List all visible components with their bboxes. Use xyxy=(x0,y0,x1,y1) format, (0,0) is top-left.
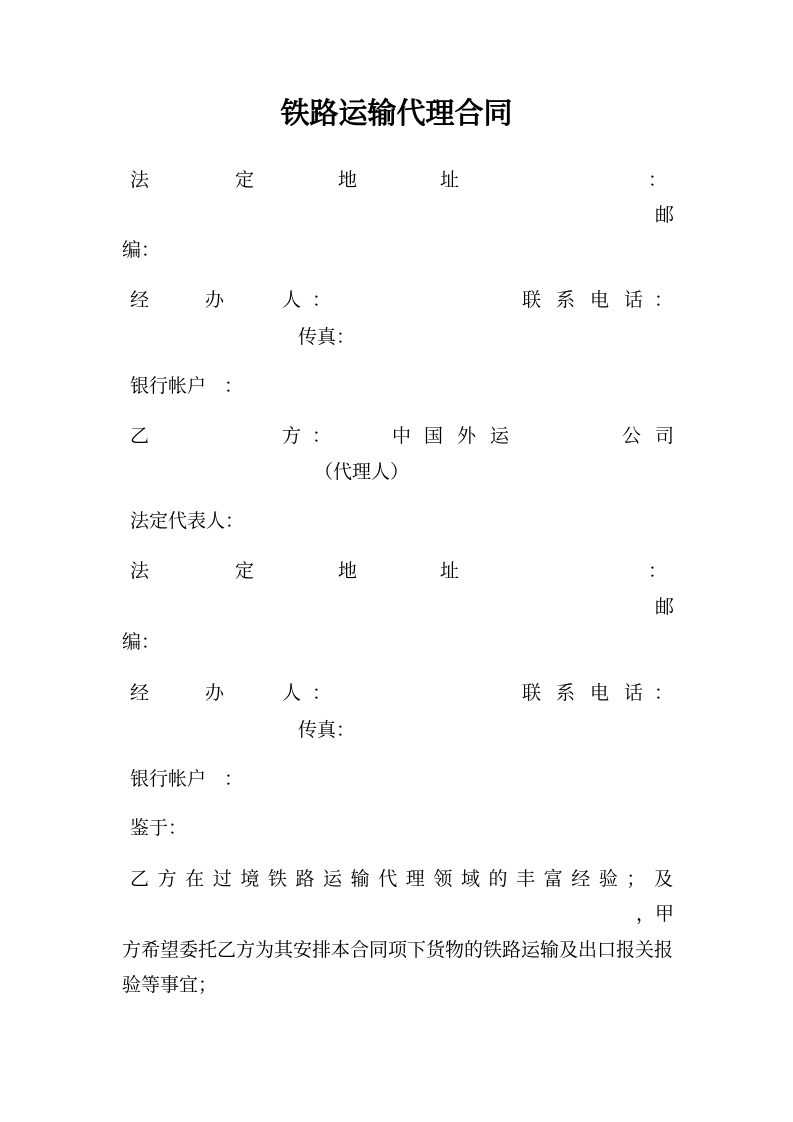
address-label-char: 定 xyxy=(235,560,255,582)
party-b-name-char: 国 xyxy=(424,425,444,447)
justified-char: 输 xyxy=(350,868,370,890)
address-colon: ： xyxy=(648,169,668,191)
recital-clause-2-end: 验等事宜； xyxy=(122,974,218,996)
address-label-char: 地 xyxy=(338,169,358,191)
phone-label-char: 电 xyxy=(590,682,610,704)
party-b-label-char: 乙 xyxy=(130,425,150,447)
address-label-char: 地 xyxy=(338,560,358,582)
recital-clause-1-line xyxy=(0,868,793,890)
document-title: 铁路运输代理合同 xyxy=(280,96,513,130)
bank-label: 银行帐户 xyxy=(130,768,207,790)
handler-label-char: 经 xyxy=(130,289,150,311)
party-b-role-line xyxy=(0,461,793,483)
handler-label-char: 办 xyxy=(205,289,225,311)
handler-label-char: 经 xyxy=(130,682,150,704)
bank-colon: ： xyxy=(224,375,244,397)
justified-char: 路 xyxy=(295,868,315,890)
justified-char: 在 xyxy=(185,868,205,890)
phone-label-char: 话 xyxy=(624,289,644,311)
justified-char: 的 xyxy=(488,868,508,890)
party-b-name-char: 司 xyxy=(655,425,675,447)
justified-char: ； xyxy=(626,868,646,890)
party-b-role-note: （代理人） xyxy=(314,461,410,483)
party-b-name-line xyxy=(0,425,793,447)
fax-label: 传真： xyxy=(298,719,356,741)
phone-label-char: 话 xyxy=(624,682,644,704)
party-b-handler-phone-line xyxy=(0,682,793,704)
handler-label-char: 人 xyxy=(282,682,302,704)
address-label-char: 定 xyxy=(235,169,255,191)
bank-colon: ： xyxy=(224,768,244,790)
handler-label-char: 人 xyxy=(282,289,302,311)
recital-clause-2-body: 方希望委托乙方为其安排本合同项下货物的铁路运输及出口报关报 xyxy=(122,939,674,961)
handler-label-char: 办 xyxy=(205,682,225,704)
legal-rep-label: 法定代表人： xyxy=(130,510,245,532)
justified-char: 代 xyxy=(378,868,398,890)
recital-clause-1 xyxy=(130,868,673,890)
party-b-postcode-line-1 xyxy=(0,596,793,618)
address-label-char: 址 xyxy=(440,169,460,191)
party-b-name-char: 外 xyxy=(457,425,477,447)
phone-label-char: 系 xyxy=(556,289,576,311)
party-b-label-char: 方 xyxy=(282,425,302,447)
address-colon: ： xyxy=(648,560,668,582)
justified-char: 乙 xyxy=(130,868,150,890)
recital-clause-2-line-1 xyxy=(0,903,793,925)
recital-clause-2-line-3 xyxy=(0,974,793,996)
justified-char: 境 xyxy=(240,868,260,890)
justified-char: 方 xyxy=(157,868,177,890)
handler-colon: ： xyxy=(312,289,332,311)
justified-char: 领 xyxy=(433,868,453,890)
party-b-name-char: 公 xyxy=(622,425,642,447)
party-b-bank-line xyxy=(0,768,793,790)
justified-char: 经 xyxy=(571,868,591,890)
party-a-postcode-line-2 xyxy=(0,239,793,261)
justified-char: 理 xyxy=(405,868,425,890)
recital-clause-2-start: ，甲 xyxy=(636,903,675,925)
address-label-char: 址 xyxy=(440,560,460,582)
postcode-label-start: 邮 xyxy=(655,596,675,618)
party-a-bank-line xyxy=(0,375,793,397)
party-a-fax-line xyxy=(0,326,793,348)
justified-char: 验 xyxy=(598,868,618,890)
justified-char: 域 xyxy=(460,868,480,890)
address-label-char: 法 xyxy=(130,560,150,582)
justified-char: 过 xyxy=(212,868,232,890)
justified-char: 铁 xyxy=(267,868,287,890)
party-b-name-char: 运 xyxy=(490,425,510,447)
postcode-label-end: 编： xyxy=(122,631,161,653)
postcode-label-start: 邮 xyxy=(655,204,675,226)
phone-label-char: 联 xyxy=(522,289,542,311)
recitals-heading: 鉴于： xyxy=(130,817,188,839)
phone-label-char: 系 xyxy=(556,682,576,704)
justified-char: 丰 xyxy=(516,868,536,890)
justified-char: 运 xyxy=(323,868,343,890)
party-a-postcode-line-1 xyxy=(0,204,793,226)
justified-char: 及 xyxy=(653,868,673,890)
party-b-colon: ： xyxy=(312,425,332,447)
justified-char: 富 xyxy=(543,868,563,890)
party-b-address-line xyxy=(0,560,793,582)
handler-colon: ： xyxy=(312,682,332,704)
party-b-legal-rep-line xyxy=(0,510,793,532)
bank-label: 银行帐户 xyxy=(130,375,207,397)
party-a-address-line xyxy=(0,169,793,191)
phone-colon: ： xyxy=(654,682,674,704)
party-b-postcode-line-2 xyxy=(0,631,793,653)
phone-label-char: 电 xyxy=(590,289,610,311)
party-a-handler-phone-line xyxy=(0,289,793,311)
address-label-char: 法 xyxy=(130,169,150,191)
party-b-fax-line xyxy=(0,719,793,741)
phone-label-char: 联 xyxy=(522,682,542,704)
postcode-label-end: 编： xyxy=(122,239,161,261)
fax-label: 传真： xyxy=(298,326,356,348)
recitals-heading-line xyxy=(0,817,793,839)
party-b-name-char: 中 xyxy=(392,425,412,447)
phone-colon: ： xyxy=(654,289,674,311)
recital-clause-2-line-2 xyxy=(0,939,793,961)
